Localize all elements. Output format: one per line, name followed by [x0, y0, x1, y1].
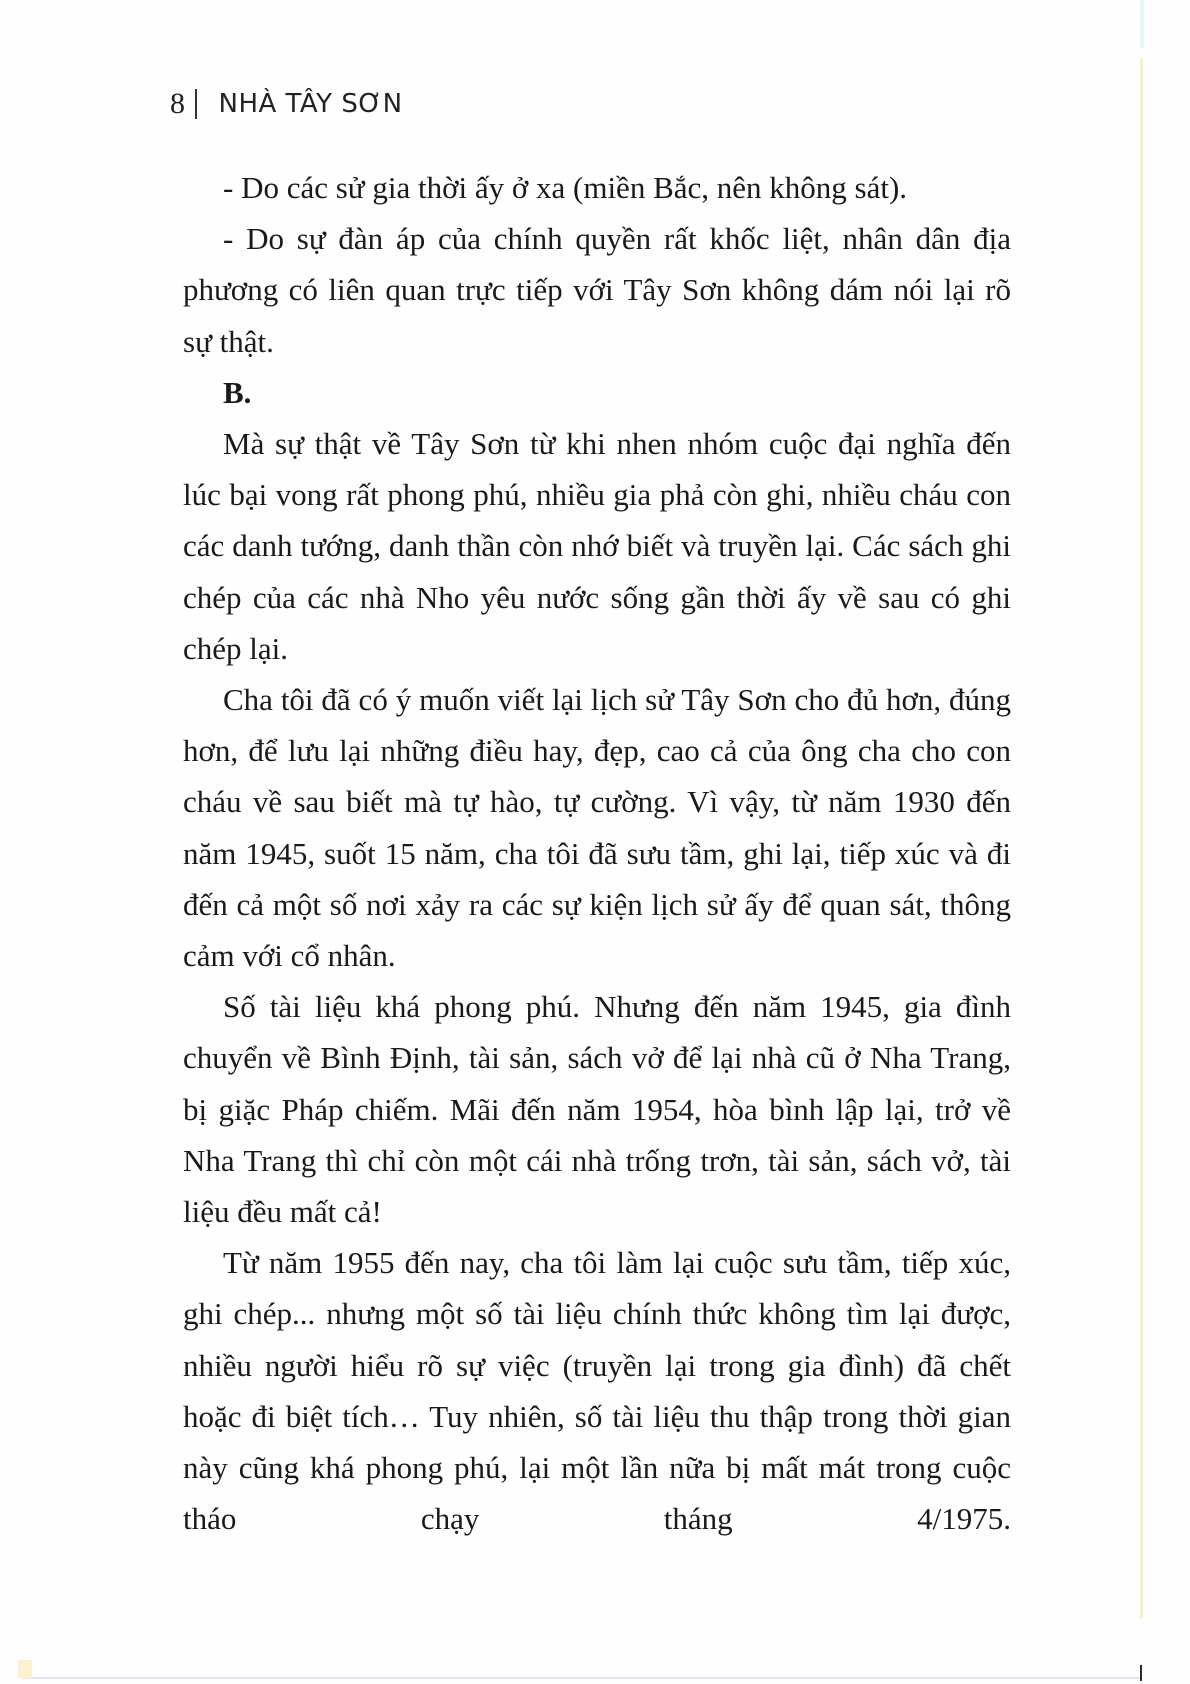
paragraph: Từ năm 1955 đến nay, cha tôi làm lại cuộc sưu tầm, tiếp xúc, ghi chép... nhưng một số tài liệu chính thức không tìm lại được, nhiều người hiểu rõ sự việc (truyền lại trong gia đình) đã chết hoặc đi biệt tích… Tuy nhiên, số tài liệu thu thập trong thời gian này cũng khá phong phú, lại một lần nữa bị mất mát trong cuộc tháo chạy tháng 4/1975.: [183, 1245, 1011, 1537]
bullet-paragraph: - Do sự đàn áp của chính quyền rất khốc liệt, nhân dân địa phương có liên quan trực tiếp với Tây Sơn không dám nói lại rõ sự thật.: [183, 221, 1011, 359]
page-edge-right: [1140, 58, 1143, 1618]
running-head: [170, 84, 403, 124]
scan-corner-tint: [18, 1660, 32, 1678]
section-heading: B.: [223, 374, 252, 410]
paragraph: Cha tôi đã có ý muốn viết lại lịch sử Tây Sơn cho đủ hơn, đúng hơn, để lưu lại những điều hay, đẹp, cao cả của ông cha cho con cháu về sau biết mà tự hào, tự cường. Vì vậy, từ năm 1930 đến năm 1945, suốt 15 năm, cha tôi đã sưu tầm, ghi lại, tiếp xúc và đi đến cả một số nơi xảy ra các sự kiện lịch sử ấy để quan sát, thông cảm với cổ nhân.: [183, 682, 1011, 974]
bullet-paragraph: - Do các sử gia thời ấy ở xa (miền Bắc, nên không sát).: [223, 170, 908, 205]
header-divider: [195, 89, 197, 119]
scan-edge-tint: [1140, 0, 1144, 48]
scan-edge-mark: [1140, 1665, 1142, 1681]
body-text: [183, 162, 1011, 1544]
page-edge-bottom: [22, 1677, 1142, 1679]
paragraph: Số tài liệu khá phong phú. Nhưng đến năm 1945, gia đình chuyển về Bình Định, tài sản, sách vở để lại nhà cũ ở Nha Trang, bị giặc Pháp chiếm. Mãi đến năm 1954, hòa bình lập lại, trở về Nha Trang thì chỉ còn một cái nhà trống trơn, tài sản, sách vở, tài liệu đều mất cả!: [183, 989, 1011, 1230]
book-title: NHÀ TÂY SƠN: [218, 89, 403, 119]
page-number: 8: [170, 87, 185, 120]
paragraph: Mà sự thật về Tây Sơn từ khi nhen nhóm cuộc đại nghĩa đến lúc bại vong rất phong phú, nhiều gia phả còn ghi, nhiều cháu con các danh tướng, danh thần còn nhớ biết và truyền lại. Các sách ghi chép của các nhà Nho yêu nước sống gần thời ấy về sau có ghi chép lại.: [183, 426, 1011, 666]
